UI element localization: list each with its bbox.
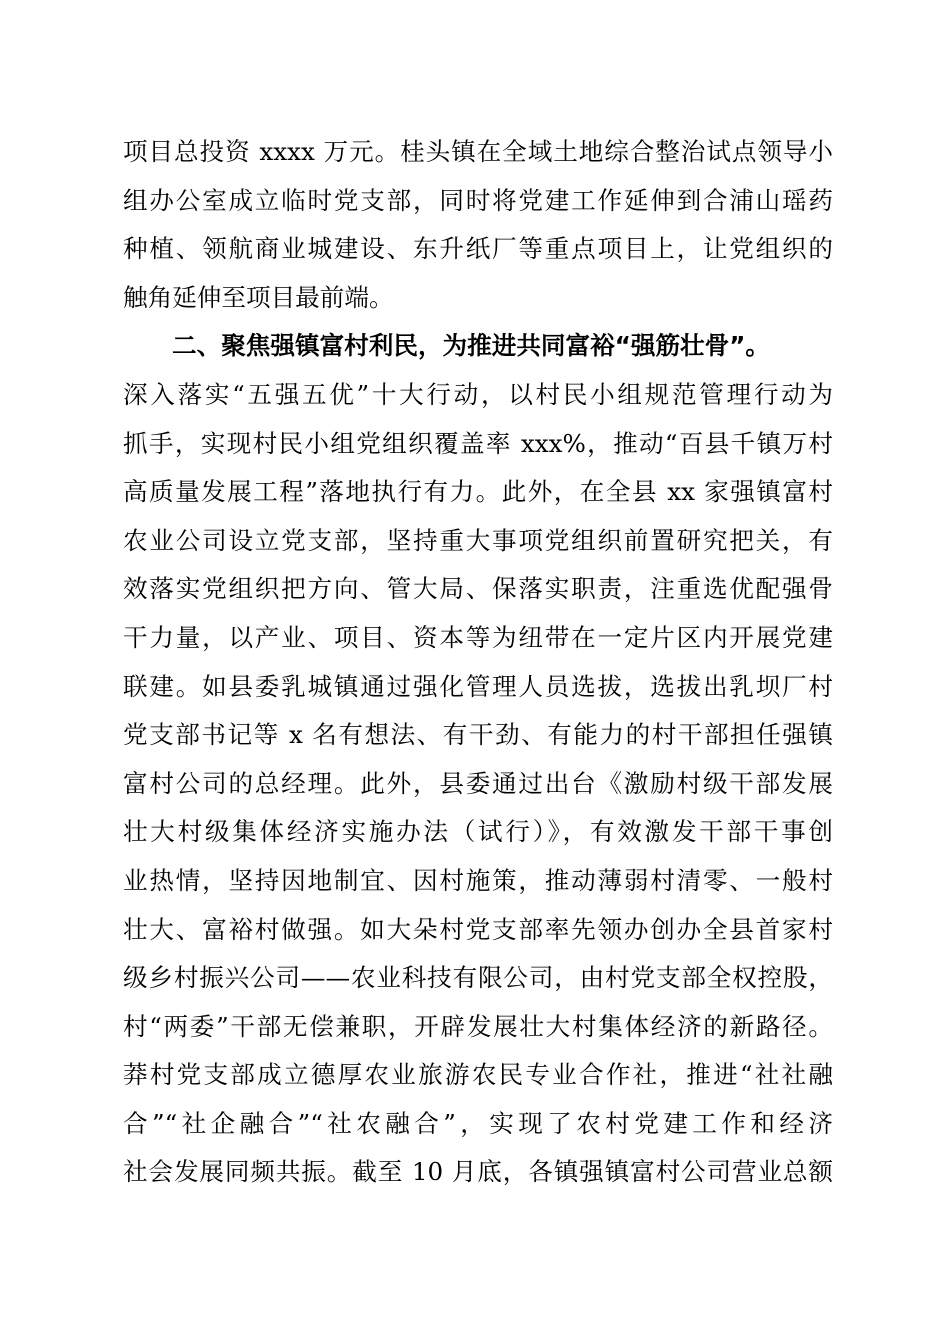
text-line: 高质量发展工程”落地执行有力。此外，在全县 xx 家强镇富村 <box>123 477 833 507</box>
section-heading-2: 二、聚焦强镇富村利民，为推进共同富裕“强筋壮骨”。 <box>172 331 770 361</box>
text-line: 项目总投资 xxxx 万元。桂头镇在全域土地综合整治试点领导小 <box>123 137 833 166</box>
text-line: 富村公司的总经理。此外，县委通过出台《激励村级干部发展 <box>123 768 833 798</box>
paragraph-common-prosperity <box>123 371 833 1197</box>
text-line: 抓手，实现村民小组党组织覆盖率 xxx%，推动“百县千镇万村 <box>123 428 833 458</box>
text-line: 农业公司设立党支部，坚持重大事项党组织前置研究把关，有 <box>123 525 833 555</box>
text-line: 壮大、富裕村做强。如大朵村党支部率先领办创办全县首家村 <box>123 914 833 944</box>
text-line: 村“两委”干部无偿兼职，开辟发展壮大村集体经济的新路径。 <box>123 1011 833 1041</box>
text-line: 触角延伸至项目最前端。 <box>123 282 394 312</box>
text-line: 业热情，坚持因地制宜、因村施策，推动薄弱村清零、一般村 <box>123 865 833 895</box>
text-line: 级乡村振兴公司——农业科技有限公司，由村党支部全权控股， <box>123 963 833 993</box>
text-line: 党支部书记等 x 名有想法、有干劲、有能力的村干部担任强镇 <box>123 720 833 750</box>
paragraph-project-investment <box>123 128 833 322</box>
text-line: 组办公室成立临时党支部，同时将党建工作延伸到合浦山瑶药 <box>123 185 833 215</box>
text-line: 莽村党支部成立德厚农业旅游农民专业合作社，推进“社社融 <box>123 1060 833 1090</box>
text-line: 合”“社企融合”“社农融合”，实现了农村党建工作和经济 <box>123 1108 833 1138</box>
text-line: 干力量，以产业、项目、资本等为纽带在一定片区内开展党建 <box>123 622 833 652</box>
text-line: 效落实党组织把方向、管大局、保落实职责，注重选优配强骨 <box>123 574 833 604</box>
document-page <box>123 128 833 1197</box>
text-line: 深入落实“五强五优”十大行动，以村民小组规范管理行动为 <box>123 379 833 409</box>
text-line: 联建。如县委乳城镇通过强化管理人员选拔，选拔出乳坝厂村 <box>123 671 833 701</box>
text-line: 种植、领航商业城建设、东升纸厂等重点项目上，让党组织的 <box>123 234 833 264</box>
text-line: 社会发展同频共振。截至 10 月底，各镇强镇富村公司营业总额 <box>123 1157 833 1187</box>
text-line: 壮大村级集体经济实施办法（试行）》，有效激发干部干事创 <box>123 817 833 847</box>
